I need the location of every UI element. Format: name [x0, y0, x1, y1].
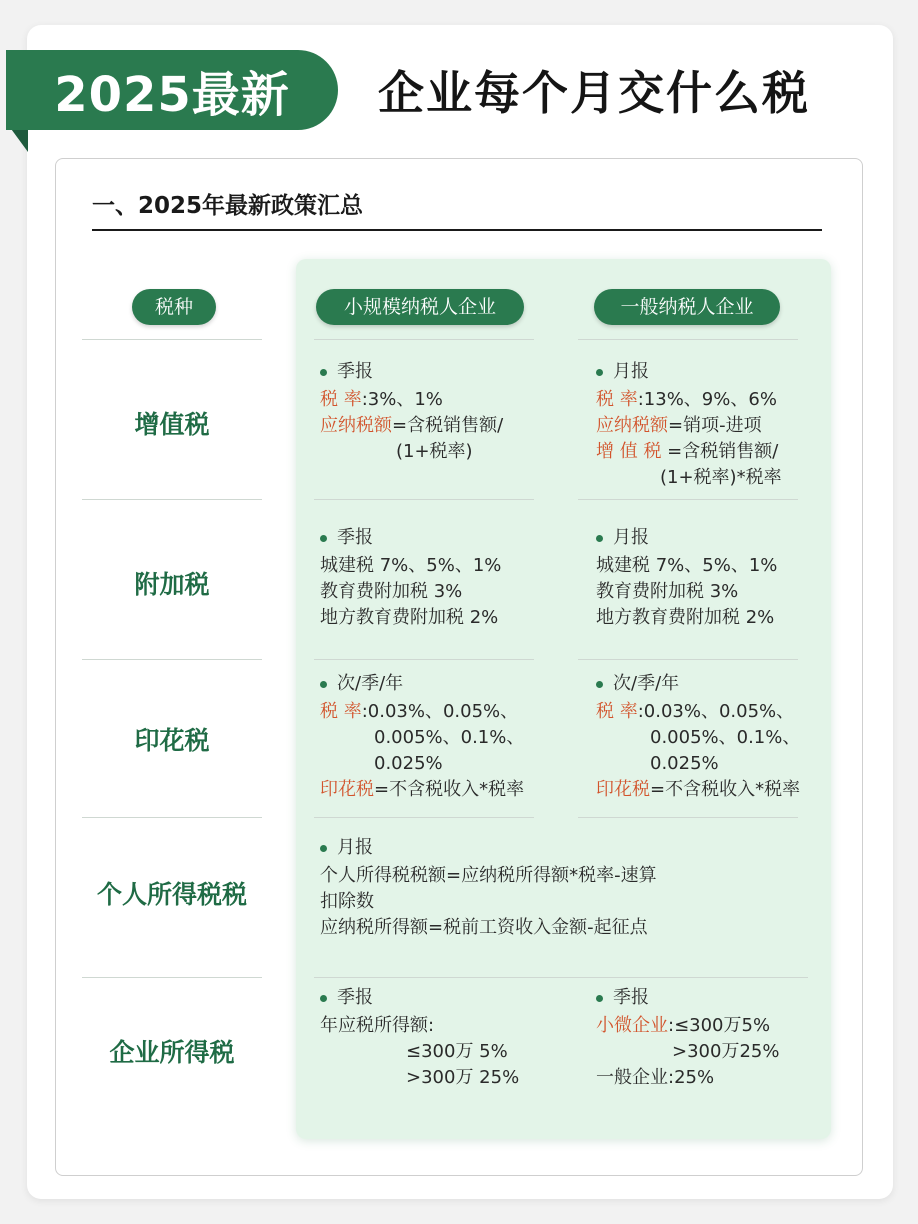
- iit-formula: 个人所得税税额=应纳税所得额*税率-速算: [320, 865, 657, 886]
- filing-frequency: 月报: [613, 361, 649, 382]
- iit-formula-continuation: 扣除数: [320, 891, 374, 912]
- stamp-small-cell: [320, 671, 524, 803]
- row-divider: [578, 499, 798, 500]
- row-divider: [314, 659, 534, 660]
- city-tax-rate: 城建税 7%、5%、1%: [320, 555, 502, 576]
- formula-value: =不含税收入*税率: [650, 779, 801, 800]
- cit-small-cell: [320, 985, 519, 1091]
- row-label-iit: 个人所得税税: [96, 880, 247, 909]
- rate-key: 税 率: [596, 389, 638, 410]
- policy-summary-box: [55, 158, 863, 1176]
- filing-frequency: 月报: [337, 837, 373, 858]
- formula-key: 应纳税额: [596, 415, 668, 436]
- rate-continuation: 0.005%、0.1%、: [650, 727, 801, 748]
- filing-frequency: 季报: [337, 361, 373, 382]
- formula-key: 印花税: [596, 779, 650, 800]
- rate-value: :13%、9%、6%: [637, 389, 777, 410]
- rate-value: :0.03%、0.05%、: [637, 701, 795, 722]
- formula-key: 应纳税额: [320, 415, 392, 436]
- taxable-income-formula: 应纳税所得额=税前工资收入金额-起征点: [320, 917, 648, 938]
- bullet-icon: [596, 681, 603, 688]
- bullet-icon: [320, 681, 327, 688]
- rate-value: :0.03%、0.05%、: [361, 701, 519, 722]
- row-divider: [82, 817, 262, 818]
- vat-formula-continuation: (1+税率)*税率: [660, 467, 782, 488]
- row-divider: [314, 977, 808, 978]
- rate-continuation: 0.005%、0.1%、: [374, 727, 525, 748]
- section-divider: [92, 229, 822, 231]
- year-banner: 2025最新: [6, 50, 338, 130]
- iit-cell: [320, 835, 790, 941]
- filing-frequency: 季报: [337, 987, 373, 1008]
- stamp-general-cell: [596, 671, 800, 803]
- vat-general-cell: [596, 359, 782, 491]
- bullet-icon: [596, 369, 603, 376]
- cit-bracket-high: >300万 25%: [406, 1067, 520, 1088]
- formula-value: =不含税收入*税率: [374, 779, 525, 800]
- row-divider: [82, 499, 262, 500]
- bullet-icon: [596, 535, 603, 542]
- vat-key: 增 值 税: [596, 441, 662, 462]
- education-surcharge: 教育费附加税 3%: [320, 581, 463, 602]
- formula-continuation: (1+税率): [396, 441, 473, 462]
- formula-value: =销项-进项: [668, 415, 762, 436]
- rate-value: :3%、1%: [361, 389, 443, 410]
- row-divider: [578, 339, 798, 340]
- tax-type-header: 税种: [132, 289, 216, 325]
- small-scale-header: 小规模纳税人企业: [316, 289, 524, 325]
- bullet-icon: [320, 369, 327, 376]
- filing-frequency: 次/季/年: [337, 673, 404, 694]
- row-divider: [314, 817, 534, 818]
- city-tax-rate: 城建税 7%、5%、1%: [596, 555, 778, 576]
- row-divider: [82, 659, 262, 660]
- cit-bracket-low: ≤300万 5%: [406, 1041, 508, 1062]
- local-education-surcharge: 地方教育费附加税 2%: [320, 607, 499, 628]
- filing-frequency: 次/季/年: [613, 673, 680, 694]
- rate-continuation: 0.025%: [650, 753, 719, 774]
- annual-taxable-income-label: 年应税所得额:: [320, 1015, 435, 1036]
- bullet-icon: [596, 995, 603, 1002]
- general-taxpayer-header: 一般纳税人企业: [594, 289, 780, 325]
- rate-key: 税 率: [596, 701, 638, 722]
- bullet-icon: [320, 535, 327, 542]
- surcharge-small-cell: [320, 525, 501, 631]
- row-label-cit: 企业所得税: [109, 1038, 235, 1067]
- filing-frequency: 季报: [613, 987, 649, 1008]
- formula-value: =含税销售额/: [392, 415, 504, 436]
- bullet-icon: [320, 845, 327, 852]
- local-education-surcharge: 地方教育费附加税 2%: [596, 607, 775, 628]
- cit-general-cell: [596, 985, 779, 1091]
- row-label-vat: 增值税: [134, 410, 210, 439]
- surcharge-general-cell: [596, 525, 777, 631]
- filing-frequency: 月报: [613, 527, 649, 548]
- vat-small-cell: [320, 359, 503, 465]
- bullet-icon: [320, 995, 327, 1002]
- formula-key: 印花税: [320, 779, 374, 800]
- row-divider: [82, 339, 262, 340]
- row-divider: [314, 339, 534, 340]
- row-label-stamp: 印花税: [134, 726, 210, 755]
- row-divider: [578, 659, 798, 660]
- rate-key: 税 率: [320, 389, 362, 410]
- filing-frequency: 季报: [337, 527, 373, 548]
- row-divider: [578, 817, 798, 818]
- rate-key: 税 率: [320, 701, 362, 722]
- vat-formula: =含税销售额/: [661, 441, 779, 462]
- micro-enterprise-key: 小微企业: [596, 1015, 668, 1036]
- education-surcharge: 教育费附加税 3%: [596, 581, 739, 602]
- micro-enterprise-rate: :≤300万5%: [668, 1015, 771, 1036]
- row-label-surcharge: 附加税: [134, 570, 210, 599]
- row-divider: [314, 499, 534, 500]
- page-title: 企业每个月交什么税: [378, 66, 810, 120]
- rate-continuation: 0.025%: [374, 753, 443, 774]
- micro-enterprise-rate-high: >300万25%: [672, 1041, 780, 1062]
- section-heading: 一、2025年最新政策汇总: [92, 193, 364, 219]
- general-enterprise-rate: 一般企业:25%: [596, 1067, 715, 1088]
- row-divider: [82, 977, 262, 978]
